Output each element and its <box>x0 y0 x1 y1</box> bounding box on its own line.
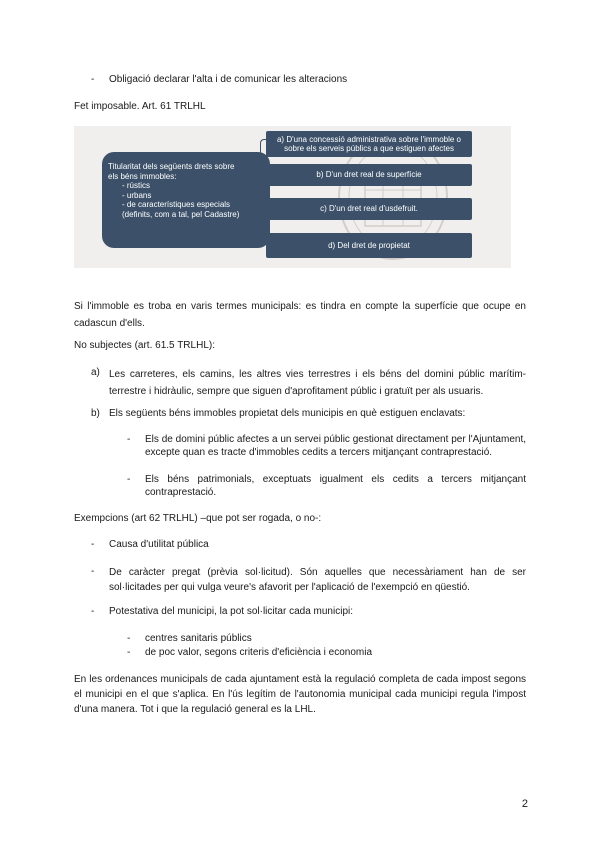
option-b-text: b) D'un dret real de superfície <box>316 170 422 180</box>
option-a-line2: sobre els serveis públics a que estiguen afectes <box>284 144 454 153</box>
page-number: 2 <box>521 798 528 810</box>
titularitat-item-urbans: - urbans <box>122 190 152 200</box>
connector-tick <box>254 178 262 179</box>
titularitat-title-2: els béns immobles: <box>108 171 177 181</box>
item-b-label: b) <box>91 408 100 419</box>
exempcio-potestativa: Potestativa del municipi, la pot sol·licitar cada municipi: <box>109 606 353 617</box>
option-c-box <box>266 198 472 220</box>
obligation-bullet-text: Obligació declarar l'alta i de comunicar les alteracions <box>109 74 348 85</box>
bullet-dash: - <box>91 566 95 577</box>
option-d-text: d) Del dret de propietat <box>328 240 410 250</box>
multiple-terms-paragraph: Si l'immoble es troba en varis termes municipals: es tindra en compte la superfície que ocupe en cadascun d'ells. <box>74 301 526 329</box>
fet-imposable-diagram <box>74 126 511 268</box>
option-a-line1: a) D'una concessió administrativa sobre l'immoble o <box>276 134 462 144</box>
b-sub-item-1: Els de domini públic afectes a un servei públic gestionat directament per l'Ajuntament, excepte quan es tracte d'immobles cedits a tercers mitjançant contraprestació. <box>145 434 526 458</box>
titularitat-item-rustics: - rústics <box>122 181 150 191</box>
bullet-dash: - <box>91 539 95 550</box>
sub-bullet-dash: - <box>127 434 131 445</box>
exempcio-pregat: De caràcter pregat (prèvia sol·licitud). Són aquelles que necessàriament han de ser sol·licitades per qui vulga veure's afavorit per l'aplicació de l'exempció en qüestió. <box>109 567 526 593</box>
sub-bullet-dash: - <box>127 647 131 658</box>
bullet-dash: - <box>91 606 95 617</box>
no-subjectes-heading: No subjectes (art. 61.5 TRLHL): <box>74 340 215 351</box>
bullet-dash: - <box>91 74 95 85</box>
option-a-box <box>266 131 472 157</box>
potestativa-sub-2: de poc valor, segons criteris d'eficiència i economia <box>145 647 373 658</box>
titularitat-title-1: Titularitat dels següents drets sobre <box>108 162 235 171</box>
titularitat-definits: (definits, com a tal, pel Cadastre) <box>122 209 240 219</box>
ordenances-paragraph: En les ordenances municipals de cada ajuntament està la regulació completa de cada impost segons el municipi en el que s'aplica. En l'ús legítim de l'autonomia municipal cada municipi regula l'impost d'una manera. Tot i que la regulació general es la LHL. <box>74 674 526 715</box>
item-a-text: Les carreteres, els camins, les altres vies terrestres i els béns del domini públic marítim-terrestre i hidràulic, sempre que siguen d'aprofitament públic i gratuït per als usuaris. <box>109 369 526 397</box>
option-b-box <box>266 164 472 186</box>
sub-bullet-dash: - <box>127 474 131 485</box>
option-c-text: c) D'un dret real d'usdefruit. <box>320 204 418 214</box>
sub-bullet-dash: - <box>127 633 131 644</box>
potestativa-sub-1: centres sanitaris públics <box>145 633 252 644</box>
fet-imposable-heading: Fet imposable. Art. 61 TRLHL <box>74 101 206 112</box>
item-a-label: a) <box>91 367 100 378</box>
exempcio-utilitat-publica: Causa d'utilitat pública <box>109 539 209 550</box>
item-b-text: Els següents béns immobles propietat dels municipis en què estiguen enclavats: <box>109 408 466 419</box>
b-sub-item-2: Els béns patrimonials, exceptuats igualment els cedits a tercers mitjançant contraprestació. <box>145 474 526 498</box>
titularitat-item-especials: - de característiques especials <box>122 200 231 210</box>
exempcions-heading: Exempcions (art 62 TRLHL) –que pot ser rogada, o no-: <box>74 513 322 524</box>
titularitat-box <box>102 152 270 248</box>
option-d-box <box>266 233 472 258</box>
